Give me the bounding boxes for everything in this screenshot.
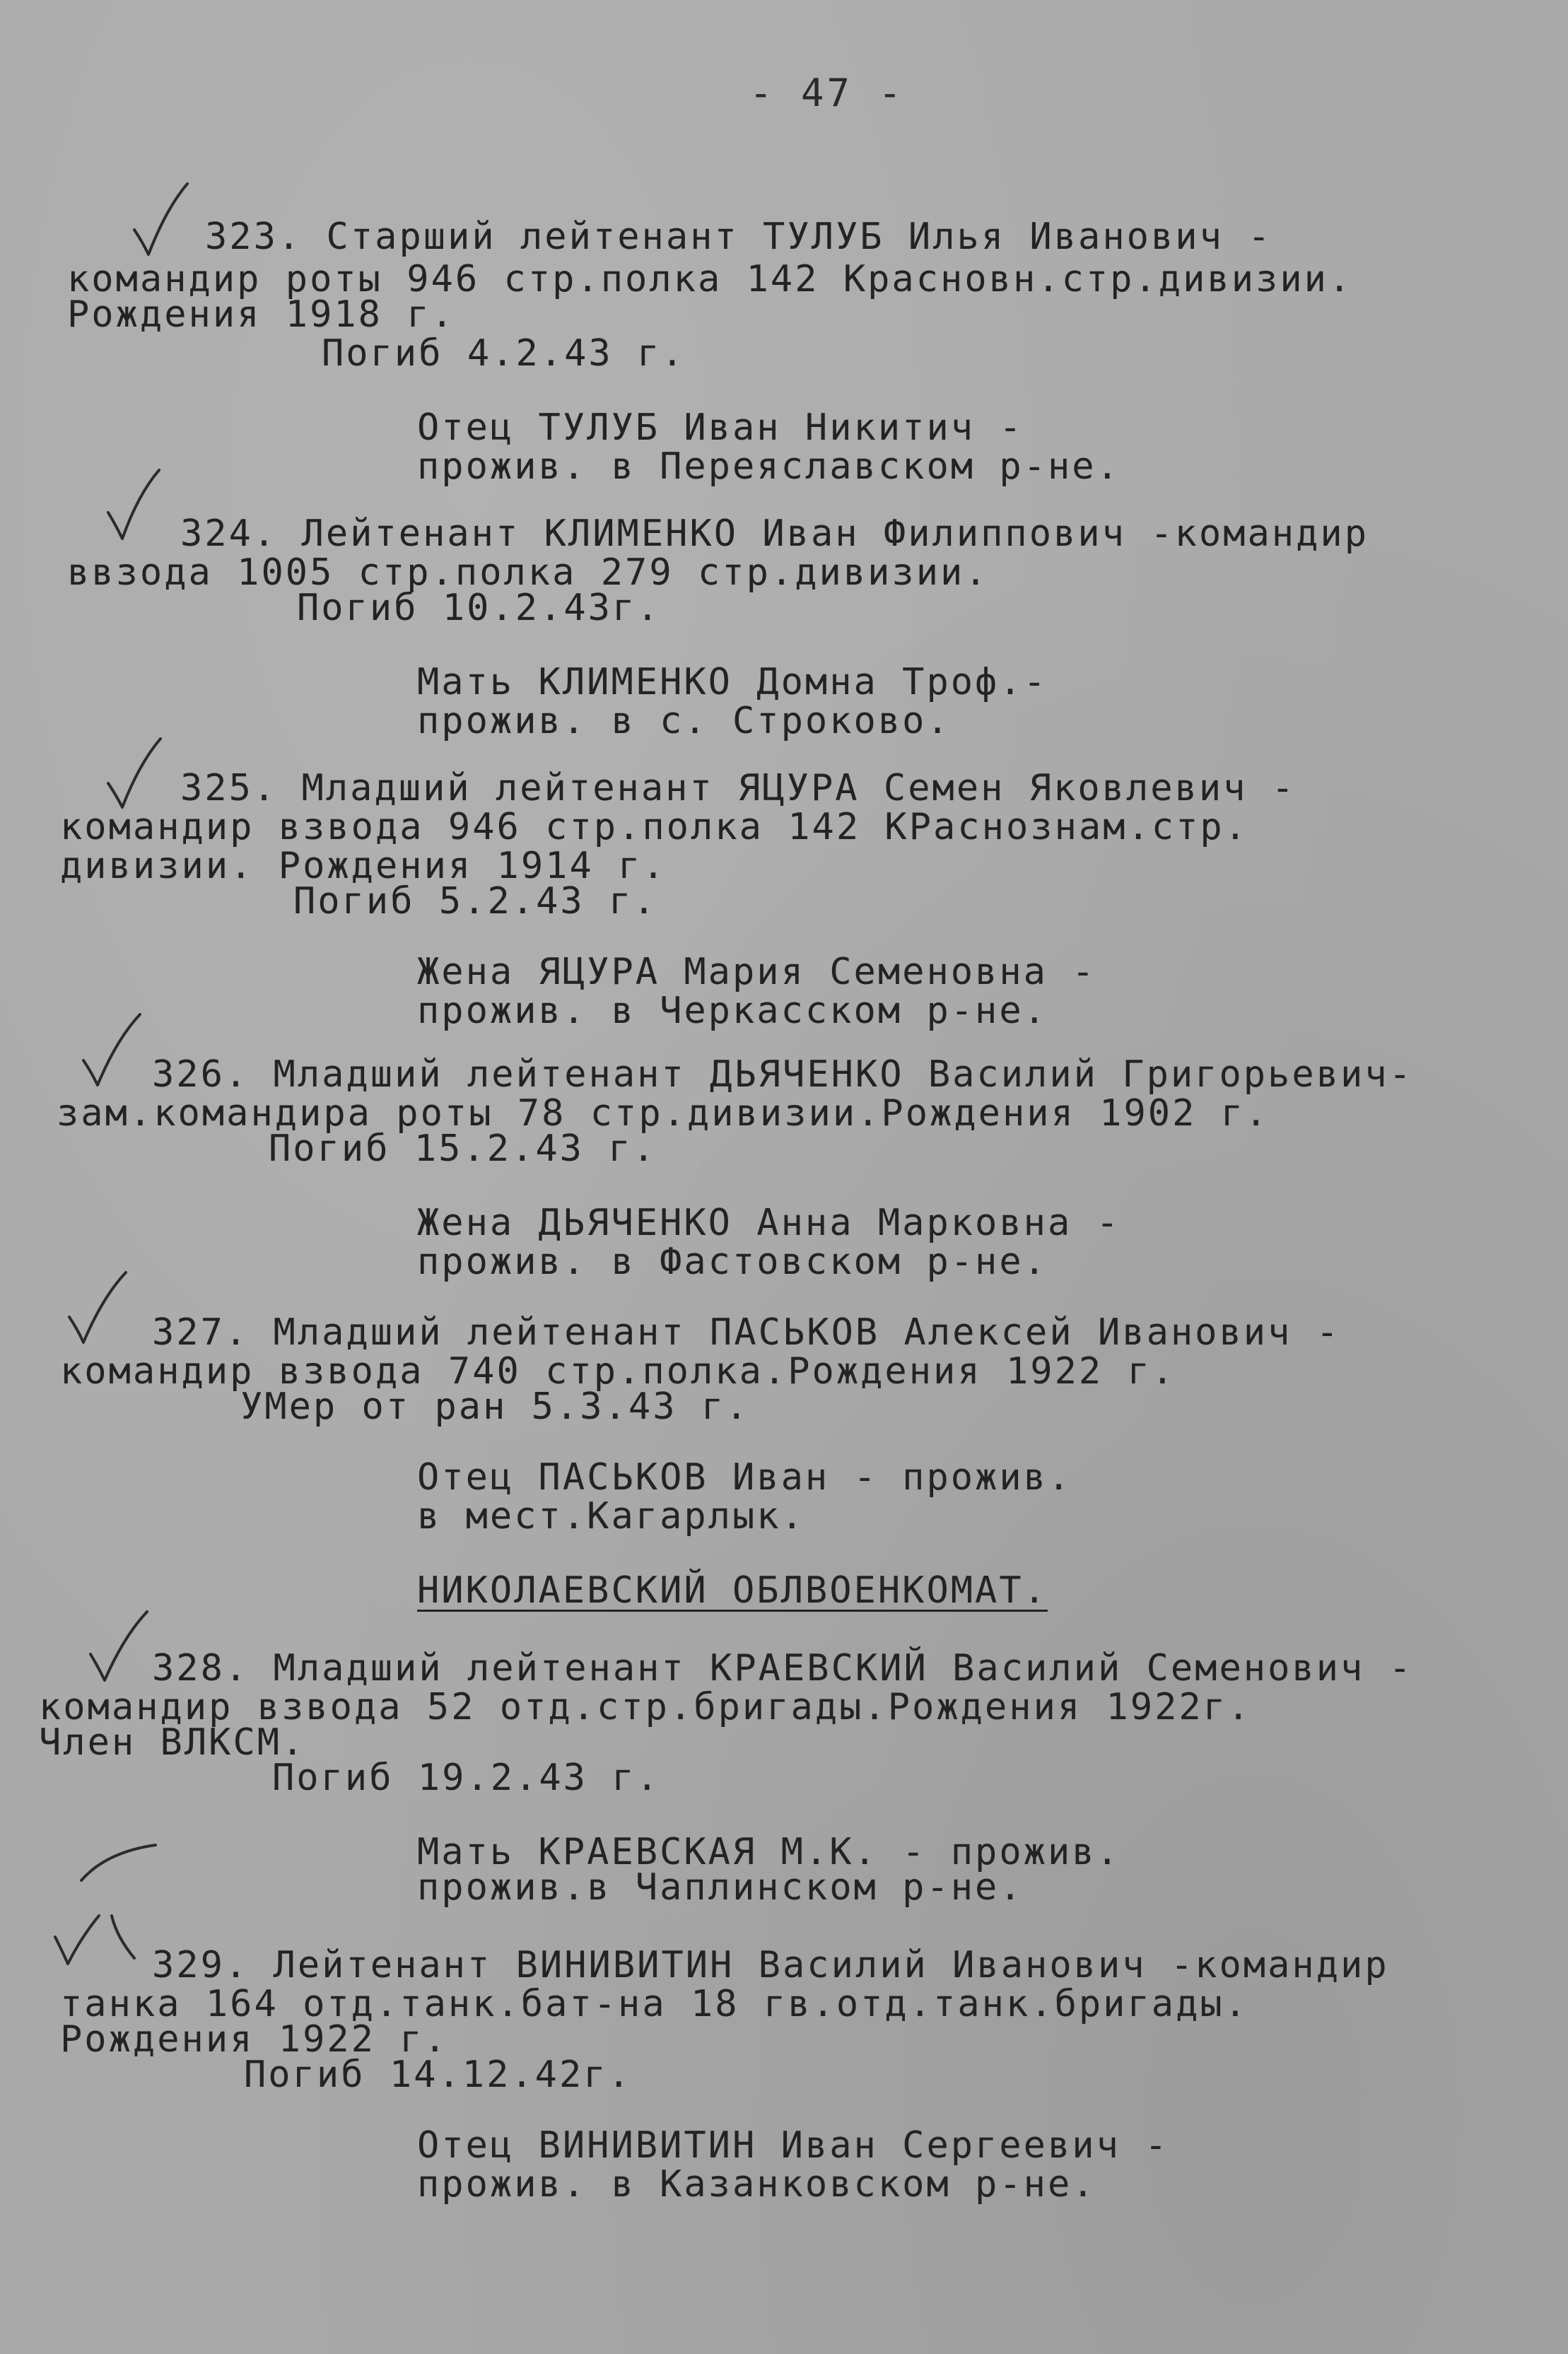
entry-326-line-3: Погиб 15.2.43 г. [269, 1128, 657, 1170]
entry-323-line-5: Отец ТУЛУБ Иван Никитич - [417, 406, 1024, 449]
entry-329-line-3: Рождения 1922 г. [60, 2018, 448, 2061]
entry-327-line-2: командир взвода 740 стр.полка.Рождения 1922 г. [60, 1350, 1176, 1393]
entry-324-line-3: Погиб 10.2.43г. [297, 587, 661, 629]
entry-326-line-2: зам.командира роты 78 стр.дивизии.Рождения 1902 г. [57, 1092, 1270, 1135]
page-number: - 47 - [749, 71, 905, 115]
entry-325-line-4: Погиб 5.2.43 г. [293, 880, 657, 923]
entry-328-line-3: Член ВЛКСМ. [39, 1721, 306, 1764]
entry-326-line-5: прожив. в Фастовском р-не. [417, 1241, 1048, 1283]
entry-326-line-4: Жена ДЬЯЧЕНКО Анна Марковна - [417, 1202, 1121, 1244]
entry-328-line-2: командир взвода 52 отд.стр.бригады.Рождения 1922г. [39, 1686, 1252, 1728]
checkmark-icon [49, 1909, 113, 1986]
entry-325-line-5: Жена ЯЦУРА Мария Семеновна - [417, 951, 1096, 993]
entry-328-line-1: 328. Младший лейтенант КРАЕВСКИЙ Василий Семенович - [152, 1647, 1413, 1690]
entry-325-line-2: командир взвода 946 стр.полка 142 КРаснознам.стр. [60, 806, 1249, 848]
entry-324-line-5: прожив. в с. Строково. [417, 700, 951, 742]
entry-329-line-2: танка 164 отд.танк.бат-на 18 гв.отд.танк.бригады. [60, 1983, 1249, 2025]
entry-323-line-1: 323. Старший лейтенант ТУЛУБ Илья Иванович - [205, 216, 1272, 258]
entry-327-line-5: в мест.Кагарлык. [417, 1495, 805, 1538]
checkmark-icon [127, 180, 191, 258]
checkmark-icon [64, 1269, 127, 1347]
section-heading: НИКОЛАЕВСКИЙ ОБЛВОЕНКОМАТ. [417, 1569, 1048, 1612]
entry-323-line-2: командир роты 946 стр.полка 142 Красновн.стр.дивизии. [67, 258, 1353, 300]
entry-327-line-4: Отец ПАСЬКОВ Иван - прожив. [417, 1456, 1072, 1499]
entry-324-line-1: 324. Лейтенант КЛИМЕНКО Иван Филиппович -командир [180, 513, 1369, 555]
entry-324-line-4: Мать КЛИМЕНКО Домна Троф.- [417, 661, 1048, 703]
entry-328-line-6: прожив.в Чаплинском р-не. [417, 1866, 1024, 1909]
checkmark-icon [78, 1011, 141, 1089]
entry-325-line-3: дивизии. Рождения 1914 г. [60, 845, 667, 887]
dash-mark-icon [78, 1838, 141, 1916]
checkmark-icon [103, 467, 166, 544]
entry-323-line-4: Погиб 4.2.43 г. [322, 332, 686, 375]
entry-324-line-2: ввзода 1005 стр.полка 279 стр.дивизии. [67, 551, 989, 594]
checkmark-icon [103, 735, 166, 813]
entry-328-line-5: Мать КРАЕВСКАЯ М.К. - прожив. [417, 1831, 1121, 1873]
entry-329-line-6: прожив. в Казанковском р-не. [417, 2163, 1096, 2206]
entry-329-line-1: 329. Лейтенант ВИНИВИТИН Василий Иванович -командир [152, 1944, 1389, 1986]
entry-323-line-6: прожив. в Переяславском р-не. [417, 445, 1121, 488]
entry-327-line-3: УМер от ран 5.3.43 г. [240, 1386, 750, 1428]
checkmark-icon [85, 1608, 148, 1686]
entry-329-line-4: Погиб 14.12.42г. [244, 2054, 632, 2096]
entry-329-line-5: Отец ВИНИВИТИН Иван Сергеевич - [417, 2124, 1169, 2167]
entry-328-line-4: Погиб 19.2.43 г. [272, 1757, 660, 1799]
entry-325-line-1: 325. Младший лейтенант ЯЦУРА Семен Яковлевич - [180, 767, 1297, 809]
entry-327-line-1: 327. Младший лейтенант ПАСЬКОВ Алексей Иванович - [152, 1311, 1341, 1354]
entry-323-line-3: Рождения 1918 г. [67, 293, 455, 336]
entry-326-line-1: 326. Младший лейтенант ДЬЯЧЕНКО Василий Григорьевич- [152, 1053, 1413, 1096]
entry-325-line-6: прожив. в Черкасском р-не. [417, 990, 1048, 1032]
